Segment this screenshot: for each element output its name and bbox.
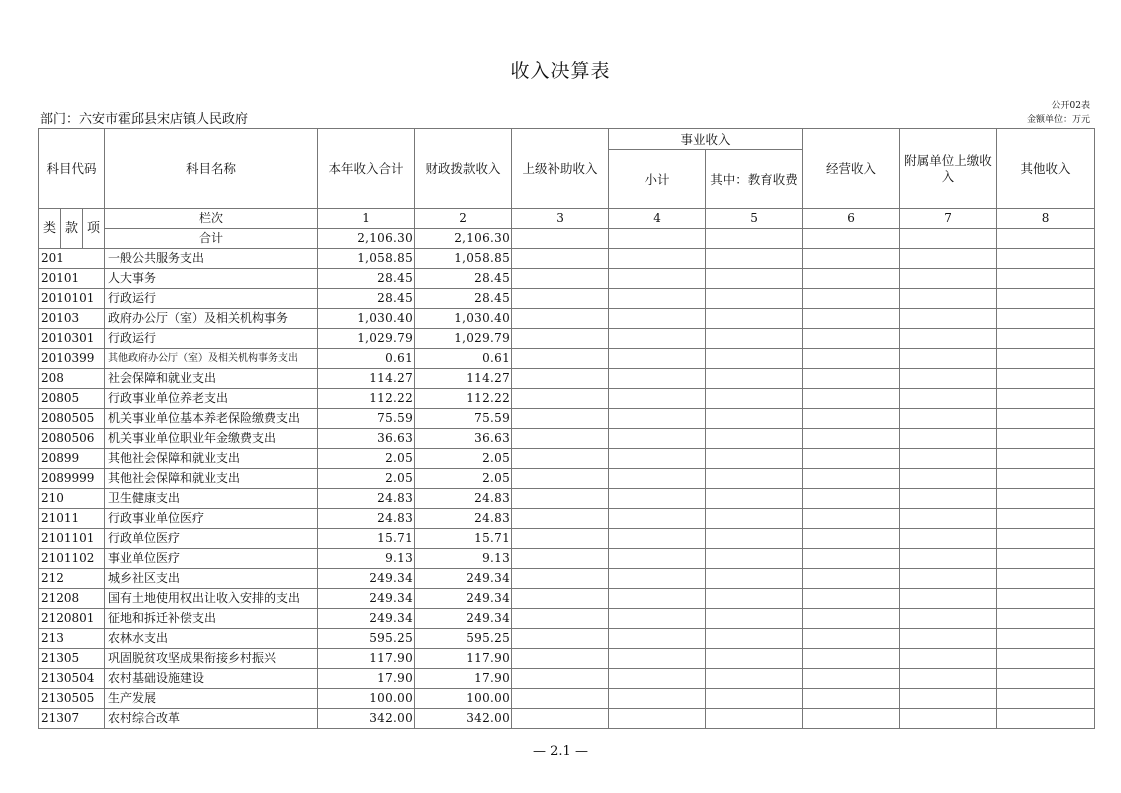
total-income-cell: 24.83 bbox=[318, 509, 415, 529]
empty-cell bbox=[803, 609, 900, 629]
subject-code: 20805 bbox=[39, 389, 105, 409]
table-row bbox=[39, 489, 1095, 509]
empty-cell bbox=[706, 569, 803, 589]
page-number: — 2.1 — bbox=[533, 744, 588, 759]
table-row bbox=[39, 249, 1095, 269]
fiscal-allocation-cell: 1,029.79 bbox=[415, 329, 512, 349]
total-income-cell: 249.34 bbox=[318, 569, 415, 589]
empty-cell bbox=[803, 689, 900, 709]
fiscal-allocation-cell: 36.63 bbox=[415, 429, 512, 449]
empty-cell bbox=[997, 369, 1095, 389]
empty-cell bbox=[706, 309, 803, 329]
empty-cell bbox=[609, 329, 706, 349]
empty-cell bbox=[900, 589, 997, 609]
subject-code: 212 bbox=[39, 569, 105, 589]
empty-cell bbox=[609, 689, 706, 709]
fiscal-allocation-cell: 114.27 bbox=[415, 369, 512, 389]
table-row bbox=[39, 569, 1095, 589]
header-operating-income: 经营收入 bbox=[803, 129, 900, 209]
empty-cell bbox=[706, 429, 803, 449]
empty-cell bbox=[803, 549, 900, 569]
fiscal-allocation-cell: 117.90 bbox=[415, 649, 512, 669]
empty-cell bbox=[997, 649, 1095, 669]
empty-cell bbox=[997, 389, 1095, 409]
table-row bbox=[39, 709, 1095, 729]
table-row bbox=[39, 669, 1095, 689]
total-income-cell: 9.13 bbox=[318, 549, 415, 569]
table-row bbox=[39, 349, 1095, 369]
empty-cell bbox=[512, 569, 609, 589]
empty-cell bbox=[609, 369, 706, 389]
empty-cell bbox=[609, 289, 706, 309]
empty-cell bbox=[609, 529, 706, 549]
fiscal-allocation-cell: 249.34 bbox=[415, 609, 512, 629]
empty-cell bbox=[900, 489, 997, 509]
fiscal-allocation-cell: 24.83 bbox=[415, 509, 512, 529]
empty-cell bbox=[706, 609, 803, 629]
empty-cell bbox=[997, 429, 1095, 449]
col-number: 2 bbox=[415, 209, 512, 229]
empty-cell bbox=[609, 669, 706, 689]
table-row bbox=[39, 609, 1095, 629]
subject-code: 210 bbox=[39, 489, 105, 509]
empty-cell bbox=[706, 589, 803, 609]
empty-cell bbox=[512, 469, 609, 489]
col-number: 3 bbox=[512, 209, 609, 229]
total-income-cell: 1,058.85 bbox=[318, 249, 415, 269]
empty-cell bbox=[512, 409, 609, 429]
header-fiscal-allocation: 财政拨款收入 bbox=[415, 129, 512, 209]
empty-cell bbox=[512, 249, 609, 269]
empty-cell bbox=[997, 249, 1095, 269]
subject-name: 农村综合改革 bbox=[105, 709, 318, 729]
col-number: 5 bbox=[706, 209, 803, 229]
subject-name: 机关事业单位职业年金缴费支出 bbox=[105, 429, 318, 449]
empty-cell bbox=[900, 309, 997, 329]
empty-cell bbox=[900, 289, 997, 309]
empty-cell bbox=[997, 709, 1095, 729]
empty-cell bbox=[706, 629, 803, 649]
fiscal-allocation-cell: 249.34 bbox=[415, 569, 512, 589]
header-business-income: 事业收入 bbox=[609, 129, 803, 150]
subject-name: 政府办公厅（室）及相关机构事务 bbox=[105, 309, 318, 329]
empty-cell bbox=[803, 669, 900, 689]
subject-code: 2101101 bbox=[39, 529, 105, 549]
empty-cell bbox=[900, 429, 997, 449]
subject-name: 人大事务 bbox=[105, 269, 318, 289]
subject-code: 2010399 bbox=[39, 349, 105, 369]
empty-cell bbox=[900, 269, 997, 289]
empty-cell bbox=[997, 489, 1095, 509]
subject-code: 21011 bbox=[39, 509, 105, 529]
subject-name: 一般公共服务支出 bbox=[105, 249, 318, 269]
empty-cell bbox=[803, 389, 900, 409]
col-number: 6 bbox=[803, 209, 900, 229]
subject-code: 20101 bbox=[39, 269, 105, 289]
fiscal-allocation-cell: 595.25 bbox=[415, 629, 512, 649]
fiscal-allocation-cell: 100.00 bbox=[415, 689, 512, 709]
empty-cell bbox=[609, 469, 706, 489]
table-row bbox=[39, 509, 1095, 529]
empty-cell bbox=[609, 449, 706, 469]
empty-cell bbox=[706, 269, 803, 289]
empty-cell bbox=[997, 569, 1095, 589]
empty-cell bbox=[900, 449, 997, 469]
empty-cell bbox=[803, 589, 900, 609]
empty-cell bbox=[900, 709, 997, 729]
subject-code: 2101102 bbox=[39, 549, 105, 569]
subject-name: 农村基础设施建设 bbox=[105, 669, 318, 689]
subject-name: 社会保障和就业支出 bbox=[105, 369, 318, 389]
empty-cell bbox=[706, 369, 803, 389]
total-row bbox=[39, 229, 1095, 249]
empty-cell bbox=[512, 609, 609, 629]
empty-cell bbox=[900, 689, 997, 709]
empty-cell bbox=[512, 709, 609, 729]
empty-cell bbox=[609, 569, 706, 589]
empty-cell bbox=[997, 629, 1095, 649]
total-income-cell: 1,030.40 bbox=[318, 309, 415, 329]
empty-cell bbox=[803, 629, 900, 649]
empty-cell bbox=[706, 549, 803, 569]
report-title: 收入决算表 bbox=[510, 60, 611, 82]
empty-cell bbox=[997, 549, 1095, 569]
subject-code: 2010301 bbox=[39, 329, 105, 349]
subject-code: 2120801 bbox=[39, 609, 105, 629]
empty-cell bbox=[803, 489, 900, 509]
fiscal-allocation-cell: 24.83 bbox=[415, 489, 512, 509]
table-row bbox=[39, 529, 1095, 549]
subject-code: 2130505 bbox=[39, 689, 105, 709]
empty-cell bbox=[609, 489, 706, 509]
subject-code: 213 bbox=[39, 629, 105, 649]
table-row bbox=[39, 629, 1095, 649]
fiscal-allocation-cell: 0.61 bbox=[415, 349, 512, 369]
subject-name: 行政运行 bbox=[105, 289, 318, 309]
total-income-cell: 28.45 bbox=[318, 289, 415, 309]
empty-cell bbox=[609, 429, 706, 449]
subject-name: 行政事业单位养老支出 bbox=[105, 389, 318, 409]
empty-cell bbox=[609, 609, 706, 629]
empty-cell bbox=[706, 389, 803, 409]
empty-cell bbox=[803, 409, 900, 429]
empty-cell bbox=[900, 569, 997, 589]
fiscal-allocation-cell: 2.05 bbox=[415, 469, 512, 489]
table-row bbox=[39, 469, 1095, 489]
header-subtotal: 小计 bbox=[609, 150, 706, 209]
empty-cell bbox=[900, 529, 997, 549]
empty-cell bbox=[512, 369, 609, 389]
header-superior-subsidy: 上级补助收入 bbox=[512, 129, 609, 209]
empty-cell bbox=[512, 309, 609, 329]
subject-name: 农林水支出 bbox=[105, 629, 318, 649]
empty-cell bbox=[997, 349, 1095, 369]
empty-cell bbox=[997, 529, 1095, 549]
table-row bbox=[39, 409, 1095, 429]
empty-cell bbox=[900, 609, 997, 629]
total-income-cell: 100.00 bbox=[318, 689, 415, 709]
total-income-cell: 112.22 bbox=[318, 389, 415, 409]
empty-cell bbox=[803, 369, 900, 389]
total-income-cell: 36.63 bbox=[318, 429, 415, 449]
empty-cell bbox=[706, 409, 803, 429]
subject-name: 卫生健康支出 bbox=[105, 489, 318, 509]
col-number: 4 bbox=[609, 209, 706, 229]
total-income-cell: 2.05 bbox=[318, 469, 415, 489]
col-number: 1 bbox=[318, 209, 415, 229]
empty-cell bbox=[900, 649, 997, 669]
header-education-fee: 其中：教育收费 bbox=[706, 150, 803, 209]
empty-cell bbox=[803, 289, 900, 309]
table-row bbox=[39, 289, 1095, 309]
empty-cell bbox=[803, 709, 900, 729]
subject-code: 2010101 bbox=[39, 289, 105, 309]
subject-code: 21208 bbox=[39, 589, 105, 609]
subject-name: 巩固脱贫攻坚成果衔接乡村振兴 bbox=[105, 649, 318, 669]
total-income-cell: 0.61 bbox=[318, 349, 415, 369]
header-other-income: 其他收入 bbox=[997, 129, 1095, 209]
empty-cell bbox=[706, 489, 803, 509]
form-number: 公开02表 bbox=[1051, 101, 1090, 111]
empty-cell bbox=[512, 529, 609, 549]
empty-cell bbox=[803, 269, 900, 289]
subject-code: 201 bbox=[39, 249, 105, 269]
empty-cell bbox=[997, 329, 1095, 349]
col-number: 7 bbox=[900, 209, 997, 229]
empty-cell bbox=[609, 509, 706, 529]
empty-cell bbox=[900, 669, 997, 689]
empty-cell bbox=[997, 469, 1095, 489]
subject-code: 20103 bbox=[39, 309, 105, 329]
total-income-cell: 117.90 bbox=[318, 649, 415, 669]
empty-cell bbox=[900, 629, 997, 649]
empty-cell bbox=[512, 549, 609, 569]
total-label: 合计 bbox=[105, 229, 318, 249]
amount-unit: 金额单位：万元 bbox=[1026, 115, 1090, 125]
table-row bbox=[39, 329, 1095, 349]
empty-cell bbox=[512, 389, 609, 409]
total-income-cell: 2.05 bbox=[318, 449, 415, 469]
empty-cell bbox=[706, 469, 803, 489]
empty-cell bbox=[512, 589, 609, 609]
subject-name: 征地和拆迁补偿支出 bbox=[105, 609, 318, 629]
empty-cell bbox=[900, 549, 997, 569]
empty-cell bbox=[900, 409, 997, 429]
empty-cell bbox=[803, 429, 900, 449]
income-table bbox=[38, 128, 1095, 729]
empty-cell bbox=[997, 409, 1095, 429]
empty-cell bbox=[512, 649, 609, 669]
table-row bbox=[39, 549, 1095, 569]
empty-cell bbox=[706, 669, 803, 689]
empty-cell bbox=[512, 509, 609, 529]
subject-name: 其他社会保障和就业支出 bbox=[105, 449, 318, 469]
empty-cell bbox=[706, 349, 803, 369]
empty-cell bbox=[803, 509, 900, 529]
empty-cell bbox=[900, 329, 997, 349]
subject-name: 其他政府办公厅（室）及相关机构事务支出 bbox=[105, 349, 318, 369]
table-row bbox=[39, 449, 1095, 469]
subject-name: 机关事业单位基本养老保险缴费支出 bbox=[105, 409, 318, 429]
empty-cell bbox=[706, 649, 803, 669]
fiscal-allocation-cell: 249.34 bbox=[415, 589, 512, 609]
empty-cell bbox=[512, 449, 609, 469]
empty-cell bbox=[706, 689, 803, 709]
table-row bbox=[39, 589, 1095, 609]
total-income-cell: 249.34 bbox=[318, 609, 415, 629]
subject-code: 2089999 bbox=[39, 469, 105, 489]
empty-cell bbox=[997, 609, 1095, 629]
fiscal-allocation-cell: 28.45 bbox=[415, 269, 512, 289]
empty-cell bbox=[512, 329, 609, 349]
empty-cell bbox=[512, 669, 609, 689]
empty-cell bbox=[803, 469, 900, 489]
total-income-cell: 75.59 bbox=[318, 409, 415, 429]
header-column-index: 栏次 bbox=[105, 209, 318, 229]
total-income-cell: 17.90 bbox=[318, 669, 415, 689]
empty-cell bbox=[997, 309, 1095, 329]
empty-cell bbox=[997, 449, 1095, 469]
total-income-cell: 595.25 bbox=[318, 629, 415, 649]
total-income-value: 2,106.30 bbox=[318, 229, 415, 249]
table-row bbox=[39, 429, 1095, 449]
empty-cell bbox=[803, 569, 900, 589]
empty-cell bbox=[900, 469, 997, 489]
fiscal-allocation-cell: 342.00 bbox=[415, 709, 512, 729]
empty-cell bbox=[803, 349, 900, 369]
subject-code: 2080505 bbox=[39, 409, 105, 429]
empty-cell bbox=[609, 309, 706, 329]
subject-code: 208 bbox=[39, 369, 105, 389]
empty-cell bbox=[803, 249, 900, 269]
empty-cell bbox=[706, 509, 803, 529]
empty-cell bbox=[997, 669, 1095, 689]
empty-cell bbox=[706, 449, 803, 469]
total-income-cell: 249.34 bbox=[318, 589, 415, 609]
empty-cell bbox=[609, 249, 706, 269]
empty-cell bbox=[803, 649, 900, 669]
subject-name: 行政事业单位医疗 bbox=[105, 509, 318, 529]
empty-cell bbox=[609, 389, 706, 409]
table-row bbox=[39, 689, 1095, 709]
fiscal-allocation-cell: 1,030.40 bbox=[415, 309, 512, 329]
total-income-cell: 28.45 bbox=[318, 269, 415, 289]
subject-code: 20899 bbox=[39, 449, 105, 469]
fiscal-allocation-cell: 15.71 bbox=[415, 529, 512, 549]
empty-cell bbox=[609, 269, 706, 289]
empty-cell bbox=[803, 529, 900, 549]
empty-cell bbox=[706, 289, 803, 309]
subject-name: 行政单位医疗 bbox=[105, 529, 318, 549]
empty-cell bbox=[609, 349, 706, 369]
empty-cell bbox=[609, 649, 706, 669]
empty-cell bbox=[803, 309, 900, 329]
empty-cell bbox=[609, 409, 706, 429]
col-number: 8 bbox=[997, 209, 1095, 229]
header-total-income: 本年收入合计 bbox=[318, 129, 415, 209]
empty-cell bbox=[900, 509, 997, 529]
header-xiang: 项 bbox=[83, 209, 105, 249]
empty-cell bbox=[900, 349, 997, 369]
subject-name: 城乡社区支出 bbox=[105, 569, 318, 589]
total-income-cell: 24.83 bbox=[318, 489, 415, 509]
empty-cell bbox=[512, 269, 609, 289]
subject-name: 其他社会保障和就业支出 bbox=[105, 469, 318, 489]
empty-cell bbox=[609, 629, 706, 649]
total-fiscal-value: 2,106.30 bbox=[415, 229, 512, 249]
subject-code: 21307 bbox=[39, 709, 105, 729]
empty-cell bbox=[900, 389, 997, 409]
header-lei: 类 bbox=[39, 209, 61, 249]
table-row bbox=[39, 649, 1095, 669]
subject-code: 2080506 bbox=[39, 429, 105, 449]
header-subject-name: 科目名称 bbox=[105, 129, 318, 209]
empty-cell bbox=[997, 689, 1095, 709]
empty-cell bbox=[706, 329, 803, 349]
fiscal-allocation-cell: 17.90 bbox=[415, 669, 512, 689]
empty-cell bbox=[900, 369, 997, 389]
total-income-cell: 342.00 bbox=[318, 709, 415, 729]
empty-cell bbox=[997, 589, 1095, 609]
total-income-cell: 15.71 bbox=[318, 529, 415, 549]
subject-code: 2130504 bbox=[39, 669, 105, 689]
fiscal-allocation-cell: 75.59 bbox=[415, 409, 512, 429]
fiscal-allocation-cell: 1,058.85 bbox=[415, 249, 512, 269]
empty-cell bbox=[997, 509, 1095, 529]
empty-cell bbox=[803, 449, 900, 469]
empty-cell bbox=[512, 289, 609, 309]
table-row bbox=[39, 269, 1095, 289]
empty-cell bbox=[609, 589, 706, 609]
header-kuan: 款 bbox=[61, 209, 83, 249]
table-body bbox=[39, 249, 1095, 729]
empty-cell bbox=[900, 249, 997, 269]
empty-cell bbox=[997, 289, 1095, 309]
fiscal-allocation-cell: 9.13 bbox=[415, 549, 512, 569]
header-affiliated-income: 附属单位上缴收入 bbox=[900, 129, 997, 209]
subject-name: 行政运行 bbox=[105, 329, 318, 349]
department-label: 部门：六安市霍邱县宋店镇人民政府 bbox=[40, 112, 249, 127]
empty-cell bbox=[803, 329, 900, 349]
empty-cell bbox=[512, 629, 609, 649]
total-income-cell: 1,029.79 bbox=[318, 329, 415, 349]
fiscal-allocation-cell: 2.05 bbox=[415, 449, 512, 469]
header-subject-code: 科目代码 bbox=[39, 129, 105, 209]
fiscal-allocation-cell: 112.22 bbox=[415, 389, 512, 409]
empty-cell bbox=[609, 709, 706, 729]
empty-cell bbox=[997, 269, 1095, 289]
empty-cell bbox=[512, 689, 609, 709]
subject-name: 国有土地使用权出让收入安排的支出 bbox=[105, 589, 318, 609]
empty-cell bbox=[706, 709, 803, 729]
empty-cell bbox=[609, 549, 706, 569]
table-row bbox=[39, 369, 1095, 389]
empty-cell bbox=[512, 429, 609, 449]
empty-cell bbox=[706, 529, 803, 549]
subject-name: 事业单位医疗 bbox=[105, 549, 318, 569]
table-row bbox=[39, 389, 1095, 409]
empty-cell bbox=[512, 489, 609, 509]
subject-name: 生产发展 bbox=[105, 689, 318, 709]
subject-code: 21305 bbox=[39, 649, 105, 669]
total-income-cell: 114.27 bbox=[318, 369, 415, 389]
fiscal-allocation-cell: 28.45 bbox=[415, 289, 512, 309]
empty-cell bbox=[512, 349, 609, 369]
empty-cell bbox=[706, 249, 803, 269]
table-row bbox=[39, 309, 1095, 329]
